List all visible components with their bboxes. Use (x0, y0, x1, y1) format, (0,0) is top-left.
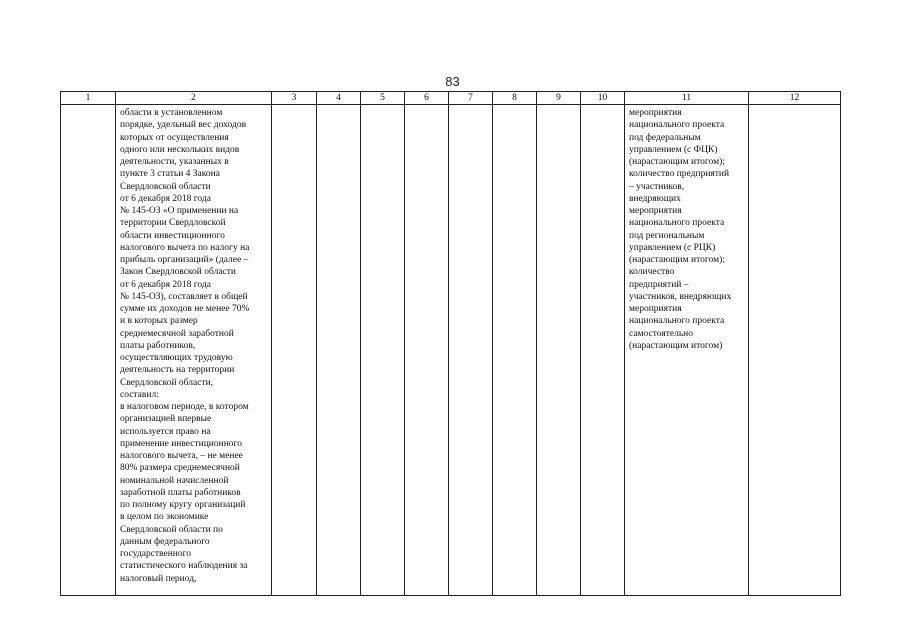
column-header: 6 (405, 92, 449, 105)
cell-text (581, 105, 624, 107)
column-header: 11 (625, 92, 749, 105)
cell-text (272, 105, 316, 107)
column-header: 2 (116, 92, 272, 105)
table-cell (61, 105, 116, 596)
table-cell (537, 105, 581, 596)
table-cell (449, 105, 493, 596)
column-header: 10 (581, 92, 625, 105)
table-cell (493, 105, 537, 596)
cell-text (749, 105, 840, 107)
cell-text (317, 105, 360, 107)
cell-text (61, 105, 115, 107)
column-header: 9 (537, 92, 581, 105)
table-cell (749, 105, 841, 596)
table-cell (272, 105, 317, 596)
cell-text (361, 105, 404, 107)
cell-text (405, 105, 448, 107)
header-row (61, 92, 841, 105)
table-cell (116, 105, 272, 596)
table-cell (317, 105, 361, 596)
table-cell (361, 105, 405, 596)
column-header: 3 (272, 92, 317, 105)
column-header: 1 (61, 92, 116, 105)
table-row (61, 105, 841, 596)
cell-text (537, 105, 580, 107)
column-header: 5 (361, 92, 405, 105)
column-header: 12 (749, 92, 841, 105)
cell-text: мероприятия национального проекта под федеральным управлением (с ФЦК) (нарастающим итогом); количество предприятий – участников, внедряющих мероприятия национального проекта под региональным управлением (с РЦК) (нарастающим итогом); количество предприятий – участников, внедряющих мероприятия национального проекта самостоятельно (нарастающим итогом) (629, 108, 732, 351)
cell-text (493, 105, 536, 107)
page-number: 83 (445, 74, 460, 89)
table-cell (581, 105, 625, 596)
column-header: 8 (493, 92, 537, 105)
table-cell (405, 105, 449, 596)
table-cell (625, 105, 749, 596)
column-header: 4 (317, 92, 361, 105)
cell-text (449, 105, 492, 107)
column-header: 7 (449, 92, 493, 105)
document-table (60, 91, 841, 596)
cell-text: области в установленном порядке, удельный вес доходов которых от осуществления одного или нескольких видов деятельности, указанных в пункте 3 статьи 4 Закона Свердловской области от 6 декабря 2018 года № 145-ОЗ «О применении на территории Свердловской области инвестиционного налогового вычета по налогу на прибыль организаций» (далее – Закон Свердловской области от 6 декабря 2018 года № 145-ОЗ), составляет в общей сумме их доходов не менее 70% и в которых размер среднемесячной заработной платы работников, осуществляющих трудовую деятельность на территории Свердловской области, составил: в налоговом периоде, в котором организацией впервые используется право на применение инвестиционного налогового вычета, – не менее 80% размера среднемесячной номинальной начисленной заработной платы работников по полному кругу организаций в целом по экономике Свердловской области по данным федерального государственного статистического наблюдения за налоговый период, (120, 108, 250, 584)
